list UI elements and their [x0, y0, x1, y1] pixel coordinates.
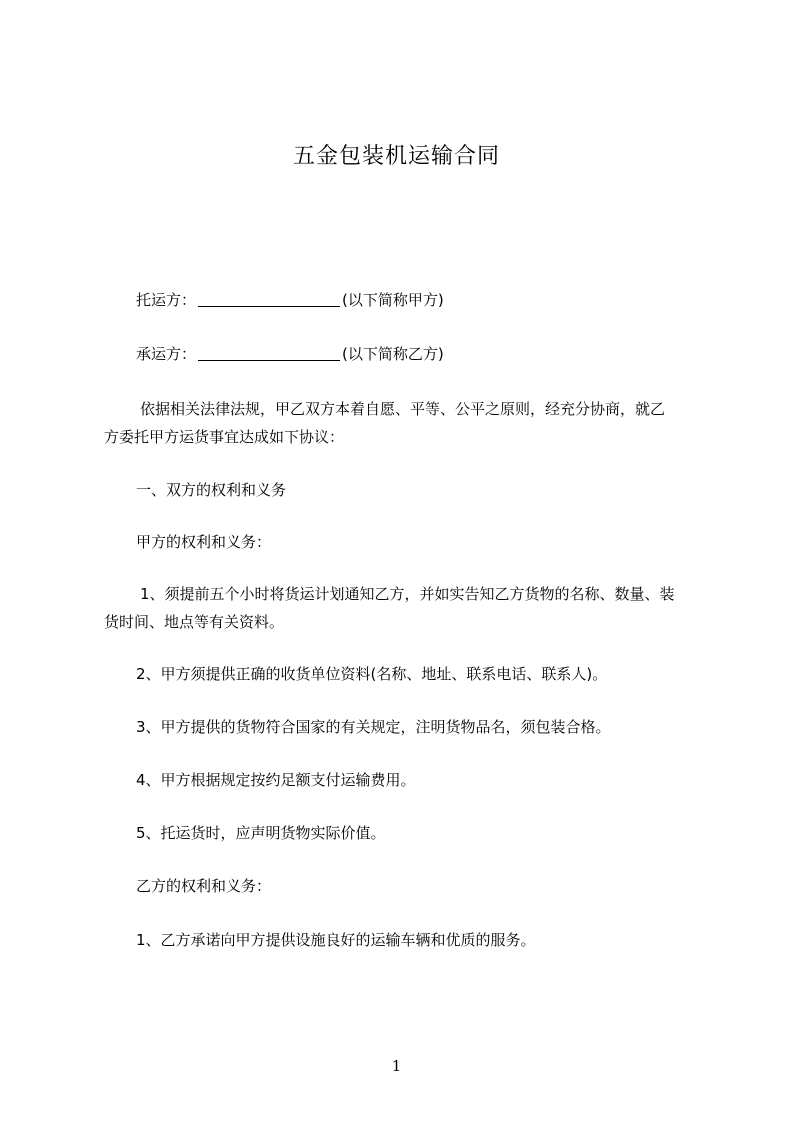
- preamble-line-2: 方委托甲方运货事宜达成如下协议：: [104, 428, 345, 446]
- party-a-item-1-line-1: 1、须提前五个小时将货运计划通知乙方，并如实告知乙方货物的名称、数量、装: [140, 585, 675, 603]
- page-number: 1: [391, 1057, 402, 1075]
- section-1-heading: 一、双方的权利和义务: [136, 481, 287, 499]
- shipper-line: [104, 285, 748, 315]
- party-b-item-1: 1、乙方承诺向甲方提供设施良好的运输车辆和优质的服务。: [136, 931, 536, 949]
- party-a-item-5: 5、托运货时，应声明货物实际价值。: [136, 824, 386, 842]
- carrier-blank: [198, 344, 340, 361]
- party-a-item-1-line-2: 货时间、地点等有关资料。: [104, 613, 285, 631]
- carrier-line: [104, 339, 748, 369]
- party-b-heading: 乙方的权利和义务：: [136, 877, 272, 895]
- shipper-label: 托运方：: [136, 291, 197, 309]
- party-a-heading: 甲方的权利和义务：: [136, 533, 272, 551]
- party-a-item-2: 2、甲方须提供正确的收货单位资料(名称、地址、联系电话、联系人)。: [136, 665, 608, 683]
- party-a-item-4: 4、甲方根据规定按约足额支付运输费用。: [136, 771, 416, 789]
- party-a-item-3: 3、甲方提供的货物符合国家的有关规定，注明货物品名，须包装合格。: [136, 718, 611, 736]
- carrier-suffix: (以下简称乙方): [342, 345, 444, 363]
- shipper-blank: [198, 290, 340, 307]
- document-title: 五金包装机运输合同: [292, 144, 500, 169]
- preamble-line-1: 依据相关法律法规，甲乙双方本着自愿、平等、公平之原则，经充分协商，就乙: [140, 400, 666, 418]
- shipper-suffix: (以下简称甲方): [342, 291, 444, 309]
- carrier-label: 承运方：: [136, 345, 197, 363]
